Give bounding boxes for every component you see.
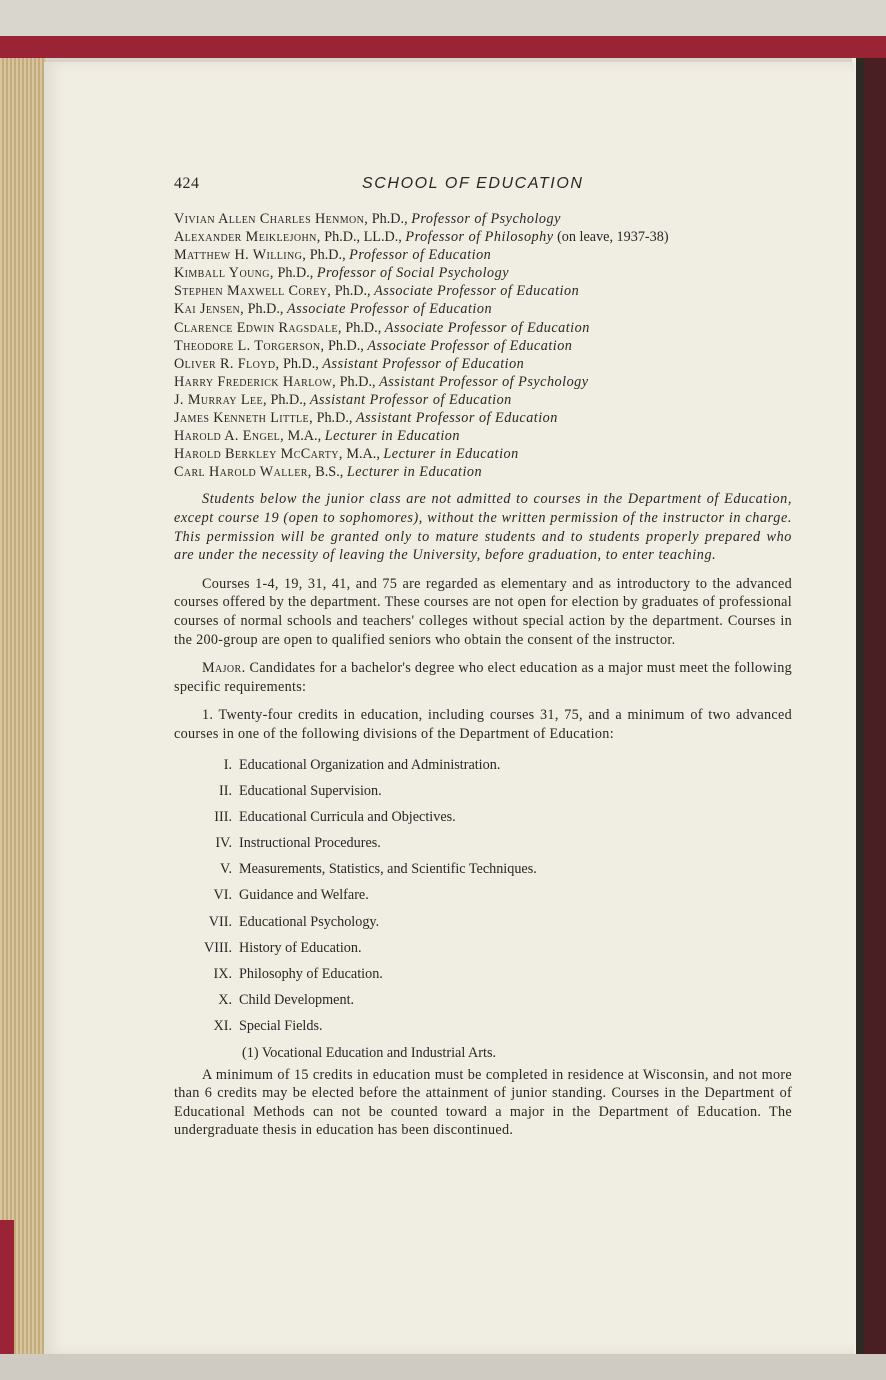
faculty-list — [174, 210, 792, 481]
division-item — [174, 991, 792, 1017]
faculty-name: Oliver R. Floyd, — [174, 355, 280, 372]
faculty-entry — [174, 228, 792, 246]
major-paragraph — [174, 659, 792, 696]
faculty-name: Harry Frederick Harlow, — [174, 373, 337, 390]
division-name: Measurements, Statistics, and Scientific Techniques. — [239, 861, 537, 878]
scan-background — [0, 1354, 886, 1380]
division-item — [174, 965, 792, 991]
major-text: Candidates for a bachelor's degree who elect education as a major must meet the following specific requirements: — [174, 660, 792, 695]
division-name: Educational Curricula and Objectives. — [239, 808, 456, 825]
faculty-name: Kai Jensen, — [174, 301, 245, 318]
faculty-title: Professor of Psychology — [411, 211, 561, 227]
faculty-title: Professor of Social Psychology — [316, 265, 510, 282]
admission-note: Students below the junior class are not admitted to courses in the Department of Education, except course 19 (open to sophomores), without the written permission of the instructor in charge. This permission will be granted only to mature students and to students properly prepared who are under the necessity of leaving the University, before graduation, to enter teaching. — [174, 491, 792, 564]
faculty-degree: Ph.D., — [273, 265, 317, 282]
division-number: I. — [223, 756, 232, 773]
faculty-entry — [174, 445, 792, 463]
faculty-title: Associate Professor of Education — [384, 319, 590, 336]
faculty-entry — [174, 427, 792, 445]
faculty-title: Assistant Professor of Education — [355, 410, 558, 427]
division-name: Guidance and Welfare. — [239, 887, 369, 904]
faculty-entry — [174, 355, 792, 373]
courses-paragraph: Courses 1-4, 19, 31, 41, and 75 are regarded as elementary and as introductory to the advanced courses offered by the department. These courses are not open for election by graduates of professional courses of normal schools and teachers' colleges without special action by the department. Courses in the 200-group are open to qualified seniors who obtain the consent of the instructor. — [174, 575, 792, 648]
division-name: History of Education. — [239, 939, 362, 956]
faculty-note: (on leave, 1937-38) — [553, 229, 669, 246]
division-number: V. — [220, 861, 232, 878]
division-name: Instructional Procedures. — [239, 835, 381, 852]
faculty-title: Professor of Education — [349, 247, 492, 264]
division-number: VII. — [208, 913, 232, 930]
faculty-name: Kimball Young, — [174, 265, 274, 282]
faculty-degree: Ph.D., — [368, 211, 412, 227]
faculty-entry — [174, 246, 792, 264]
division-number: IX. — [213, 966, 232, 983]
division-item — [174, 886, 792, 912]
faculty-title: Lecturer in Education — [324, 428, 460, 445]
faculty-degree: Ph.D., — [279, 355, 323, 372]
faculty-name: J. Murray Lee, — [174, 391, 267, 408]
division-name: Educational Supervision. — [239, 782, 382, 799]
division-item — [174, 808, 792, 834]
faculty-title: Lecturer in Education — [346, 464, 483, 481]
faculty-degree: Ph.D., — [244, 301, 288, 318]
division-item — [174, 939, 792, 965]
division-number: X. — [218, 992, 232, 1009]
subdivision-item: (1) Vocational Education and Industrial Arts. — [242, 1044, 497, 1061]
division-number: III. — [214, 808, 232, 825]
faculty-title: Professor of Philosophy — [405, 229, 554, 246]
faculty-degree: Ph.D., — [313, 410, 356, 427]
faculty-title: Associate Professor of Education — [287, 301, 493, 318]
running-head: SCHOOL OF EDUCATION — [362, 175, 584, 192]
book-cover-top — [0, 0, 886, 62]
division-name: Special Fields. — [239, 1018, 323, 1035]
faculty-entry — [174, 463, 792, 481]
division-name: Philosophy of Education. — [239, 966, 383, 983]
faculty-title: Assistant Professor of Psychology — [379, 373, 589, 390]
faculty-name: Carl Harold Waller, — [174, 464, 312, 481]
faculty-name: James Kenneth Little, — [174, 410, 314, 427]
faculty-entry — [174, 337, 792, 355]
faculty-name: Theodore L. Torgerson, — [174, 337, 325, 354]
division-number: II. — [219, 782, 232, 799]
faculty-degree: Ph.D., — [331, 283, 375, 300]
division-name: Educational Psychology. — [239, 913, 380, 930]
faculty-name: Vivian Allen Charles Henmon, — [174, 211, 369, 227]
division-number: XI. — [213, 1018, 232, 1035]
book-cover-right — [852, 58, 886, 1358]
faculty-degree: Ph.D., — [341, 319, 385, 336]
faculty-entry — [174, 300, 792, 318]
division-number: VI. — [213, 887, 232, 904]
faculty-title: Lecturer in Education — [383, 446, 519, 463]
faculty-title: Assistant Professor of Education — [322, 355, 525, 372]
faculty-degree: M.A., — [342, 446, 384, 463]
requirement-1: 1. Twenty-four credits in education, including courses 31, 75, and a minimum of two advanced courses in one of the following divisions of the Department of Education: — [174, 707, 792, 742]
spine-cloth — [0, 1220, 14, 1360]
major-label: Major. — [202, 660, 246, 677]
faculty-degree: M.A., — [284, 428, 325, 445]
division-item — [174, 756, 792, 782]
faculty-title: Assistant Professor of Education — [309, 391, 512, 408]
division-item — [174, 1017, 792, 1043]
page-header — [174, 175, 790, 197]
faculty-degree: Ph.D., — [336, 373, 380, 390]
faculty-entry — [174, 409, 792, 427]
faculty-name: Matthew H. Willing, — [174, 247, 307, 264]
faculty-entry — [174, 319, 792, 337]
faculty-entry — [174, 282, 792, 300]
faculty-degree: Ph.D., — [324, 337, 368, 354]
faculty-entry — [174, 391, 792, 409]
faculty-name: Harold Berkley McCarty, — [174, 446, 343, 463]
faculty-entry — [174, 264, 792, 282]
faculty-entry — [174, 210, 792, 228]
faculty-entry — [174, 373, 792, 391]
division-item — [174, 913, 792, 939]
division-name: Educational Organization and Administration. — [239, 756, 501, 773]
faculty-name: Clarence Edwin Ragsdale, — [174, 319, 342, 336]
page-body — [174, 210, 792, 1140]
faculty-degree: B.S., — [311, 464, 347, 481]
page-edges — [0, 58, 46, 1358]
faculty-degree: Ph.D., — [306, 247, 350, 264]
faculty-degree: Ph.D., — [266, 391, 310, 408]
faculty-name: Harold A. Engel, — [174, 428, 285, 445]
division-number: IV. — [215, 835, 232, 852]
division-number: VIII. — [204, 939, 232, 956]
division-item — [174, 834, 792, 860]
faculty-title: Associate Professor of Education — [367, 337, 573, 354]
final-paragraph: A minimum of 15 credits in education must be completed in residence at Wisconsin, and not more than 6 credits may be elected before the attainment of junior standing. Courses in the Department of Educational Methods can not be counted toward a major in the Department of Education. The undergraduate thesis in education has been discontinued. — [174, 1066, 792, 1139]
page-number: 424 — [174, 175, 200, 192]
faculty-name: Stephen Maxwell Corey, — [174, 283, 332, 300]
faculty-degree: Ph.D., LL.D., — [320, 229, 406, 246]
division-item — [174, 782, 792, 808]
faculty-title: Associate Professor of Education — [374, 283, 580, 300]
faculty-name: Alexander Meiklejohn, — [174, 229, 321, 246]
division-item — [174, 860, 792, 886]
divisions-list — [174, 756, 792, 1044]
division-name: Child Development. — [239, 992, 355, 1009]
